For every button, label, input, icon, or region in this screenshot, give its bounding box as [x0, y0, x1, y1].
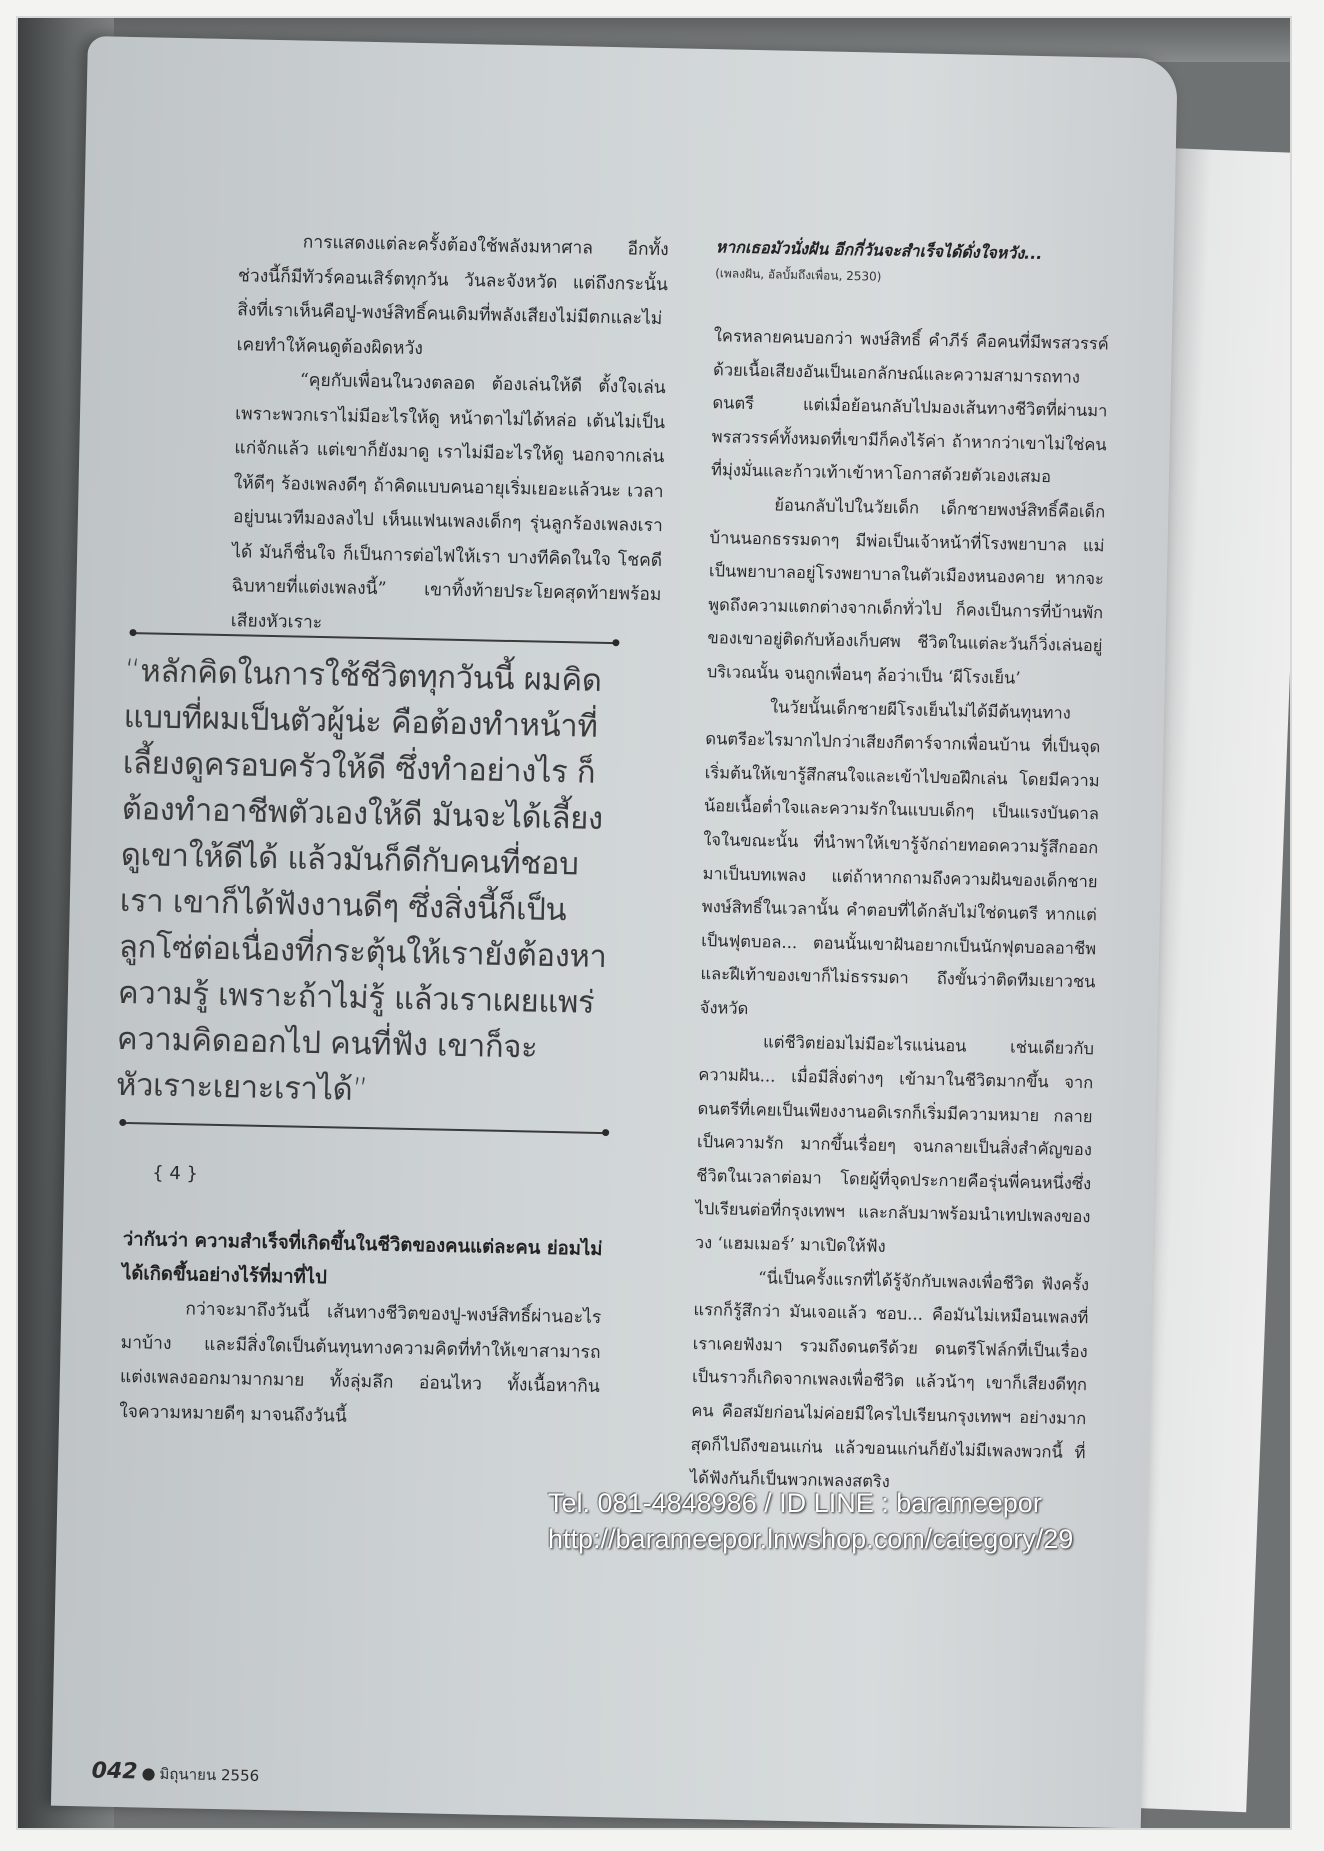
right-paragraph-3: ในวัยนั้นเด็กชายผีโรงเย็นไม่ได้มีต้นทุนทางดนตรีอะไรมากไปกว่าเสียงกีตาร์จากเพื่อนบ้าน ที่เป็นจุดเริ่มต้นให้เขารู้สึกสนใจและเข้าไปขอฝึกเล่น โดยมีความน้อยเนื้อต่ำใจและความรักในแบบเด็กๆ เป็นแรงบันดาลใจในขณะนั้น ที่นำพาให้เขารู้จักถ่ายทอดความรู้สึกออกมาเป็นบทเพลง แต่ถ้าหากถามถึงความฝันของเด็กชายพงษ์สิทธิ์ในเวลานั้น คำตอบที่ได้กลับไม่ใช่ดนตรี หากแต่เป็นฟุตบอล... ตอนนั้นเขาฝันอยากเป็นนักฟุตบอลอาชีพ และฝีเท้าของเขาก็ไม่ธรรมดา ถึงขั้นว่าติดทีมเยาวชนจังหวัด: [699, 696, 1101, 1018]
right-paragraph-2: ย้อนกลับไปในวัยเด็ก เด็กชายพงษ์สิทธิ์คือเด็กบ้านนอกธรรมดาๆ มีพ่อเป็นเจ้าหน้าที่โรงพยาบาล แม่เป็นพยาบาลอยู่โรงพยาบาลในตัวเมืองหนองคาย หากจะพูดถึงความแตกต่างจากเด็กทั่วไป ก็คงเป็นการที่บ้านพักของเขาอยู่ติดกับห้องเก็บศพ ชีวิตในแต่ละวันก็วิ่งเล่นอยู่บริเวณนั้น จนถูกเพื่อนๆ ล้อว่าเป็น ‘ผีโรงเย็น’: [706, 495, 1106, 688]
magazine-page: [51, 36, 1178, 1828]
left-column: [230, 224, 669, 647]
photo-frame: [16, 16, 1292, 1830]
right-paragraph-5: “นี่เป็นครั้งแรกที่ได้รู้จักกับเพลงเพื่อชีวิต ฟังครั้งแรกก็รู้สึกว่า มันเจอแล้ว ชอบ... คือมันไม่เหมือนเพลงที่เราเคยฟังมา รวมถึงดนตรีด้วย ดนตรีโฟล์กที่เป็นเรื่องเป็นราวก็เกิดจากเพลงเพื่อชีวิต แล้วน้าๆ เขาก็เสียงดีทุกคน คือสมัยก่อนไม่ค่อยมีใครไปเรียนกรุงเทพฯ อย่างมากสุดก็ไปถึงขอนแก่น แล้วขอนแก่นก็ยังไม่มีเพลงพวกนี้ ที่ได้ฟังกันก็เป็นพวกเพลงสตริง: [689, 1267, 1090, 1492]
watermark-contact: Tel. 081-4848986 / ID LINE : barameepor: [548, 1488, 1042, 1518]
page-footer: [91, 1758, 259, 1788]
song-epigraph: หากเธอมัวนั่งฝัน อีกกี่วันจะสำเร็จได้ดั่งใจหวัง...: [715, 237, 1043, 264]
bullet-icon: ●: [141, 1763, 156, 1783]
left-paragraph-2: “คุยกับเพื่อนในวงตลอด ต้องเล่นให้ดี ตั้งใจเล่น เพราะพวกเราไม่มีอะไรให้ดู หน้าตาไม่ได้หล่อ เต้นไม่เป็น แก่จักแล้ว แต่เขาก็ยังมาดู เราไม่มีอะไรให้ดู นอกจากเล่นให้ดีๆ ร้องเพลงดีๆ ถ้าคิดแบบคนอายุเริ่มเยอะแล้วนะ เวลาอยู่บนเวทีมองลงไป เห็นแฟนเพลงเด็กๆ รุ่นลูกร้องเพลงเราได้ มันก็ชื่นใจ ก็เป็นการต่อไฟให้เรา บางทีคิดในใจ โชคดีฉิบหายที่แต่งเพลงนี้” เขาทิ้งท้ายประโยคสุดท้ายพร้อมเสียงหัวเราะ: [230, 370, 666, 633]
page-number: 042: [91, 1758, 138, 1785]
quote-bottom-rule: [123, 1122, 605, 1134]
section-body: กว่าจะมาถึงวันนี้ เส้นทางชีวิตของปู-พงษ์สิทธิ์ผ่านอะไรมาบ้าง และมีสิ่งใดเป็นต้นทุนทางความคิดที่ทำให้เขาสามารถแต่งเพลงออกมามากมาย ทั้งลุ่มลึก อ่อนไหว ทั้งเนื้อหากินใจความหมายดีๆ มาจนถึงวันนี้: [118, 1299, 602, 1427]
right-paragraph-4: แต่ชีวิตย่อมไม่มีอะไรแน่นอน เช่นเดียวกับความฝัน... เมื่อมีสิ่งต่างๆ เข้ามาในชีวิตมากขึ้น จากดนตรีที่เคยเป็นเพียงงานอดิเรกก็เริ่มมีความหมาย กลายเป็นความรัก มากขึ้นเรื่อยๆ จนกลายเป็นสิ่งสำคัญของชีวิตในเวลาต่อมา โดยผู้ที่จุดประกายคือรุ่นพี่คนหนึ่งซึ่งไปเรียนต่อที่กรุงเทพฯ และกลับมาพร้อมนำเทปเพลงของวง ‘แฮมเมอร์’ มาเปิดให้ฟัง: [694, 1032, 1095, 1256]
epigraph-source: (เพลงฝัน, อัลบั้มถึงเพื่อน, 2530): [715, 266, 882, 284]
left-paragraph-1: การแสดงแต่ละครั้งต้องใช้พลังมหาศาล อีกทั้งช่วงนี้ก็มีทัวร์คอนเสิร์ตทุกวัน วันละจังหวัด แต่ถึงกระนั้น สิ่งที่เราเห็นคือปู-พงษ์สิทธิ์คนเดิมที่พลังเสียงไม่มีตกและไม่เคยทำให้คนดูต้องผิดหวัง: [236, 232, 669, 359]
section-4: [119, 1162, 604, 1439]
issue-date: มิถุนายน 2556: [159, 1764, 260, 1785]
right-paragraph-1: ใครหลายคนบอกว่า พงษ์สิทธิ์ คำภีร์ คือคนที่มีพรสวรรค์ ด้วยเนื้อเสียงอันเป็นเอกลักษณ์และความสามารถทางดนตรี แต่เมื่อย้อนกลับไปมองเส้นทางชีวิตที่ผ่านมา พรสวรรค์ทั้งหมดที่เขามีก็คงไร้ค่า ถ้าหากว่าเขาไม่ใช่คนที่มุ่งมั่นและก้าวเท้าเข้าหาโอกาสด้วยตัวเองเสมอ: [710, 326, 1109, 487]
section-number: { 4 }: [151, 1162, 199, 1185]
pull-quote-block: [115, 632, 615, 1134]
section-lead: ว่ากันว่า ความสำเร็จที่เกิดขึ้นในชีวิตของคนแต่ละคน ย่อมไม่ได้เกิดขึ้นอย่างไร้ที่มาที่ไป: [121, 1228, 603, 1289]
pull-quote: “หลักคิดในการใช้ชีวิตทุกวันนี้ ผมคิดแบบที่ผมเป็นตัวผู้น่ะ คือต้องทำหน้าที่เลี้ยงดูครอบครัวให้ดี ซึ่งทำอย่างไร ก็ต้องทำอาชีพตัวเองให้ดี มันจะได้เลี้ยงดูเขาให้ดีได้ แล้วมันก็ดีกับคนที่ชอบเรา เขาก็ได้ฟังงานดีๆ ซึ่งสิ่งนี้ก็เป็นลูกโซ่ต่อเนื่องที่กระตุ้นให้เรายังต้องหาความรู้ เพราะถ้าไม่รู้ แล้วเราเผยแพร่ความคิดออกไป คนที่ฟัง เขาก็จะหัวเราะเยาะเราได้”: [115, 652, 607, 1109]
watermark-url: http://barameepor.lnwshop.com/category/29: [548, 1524, 1074, 1554]
right-column: [690, 234, 1111, 1503]
